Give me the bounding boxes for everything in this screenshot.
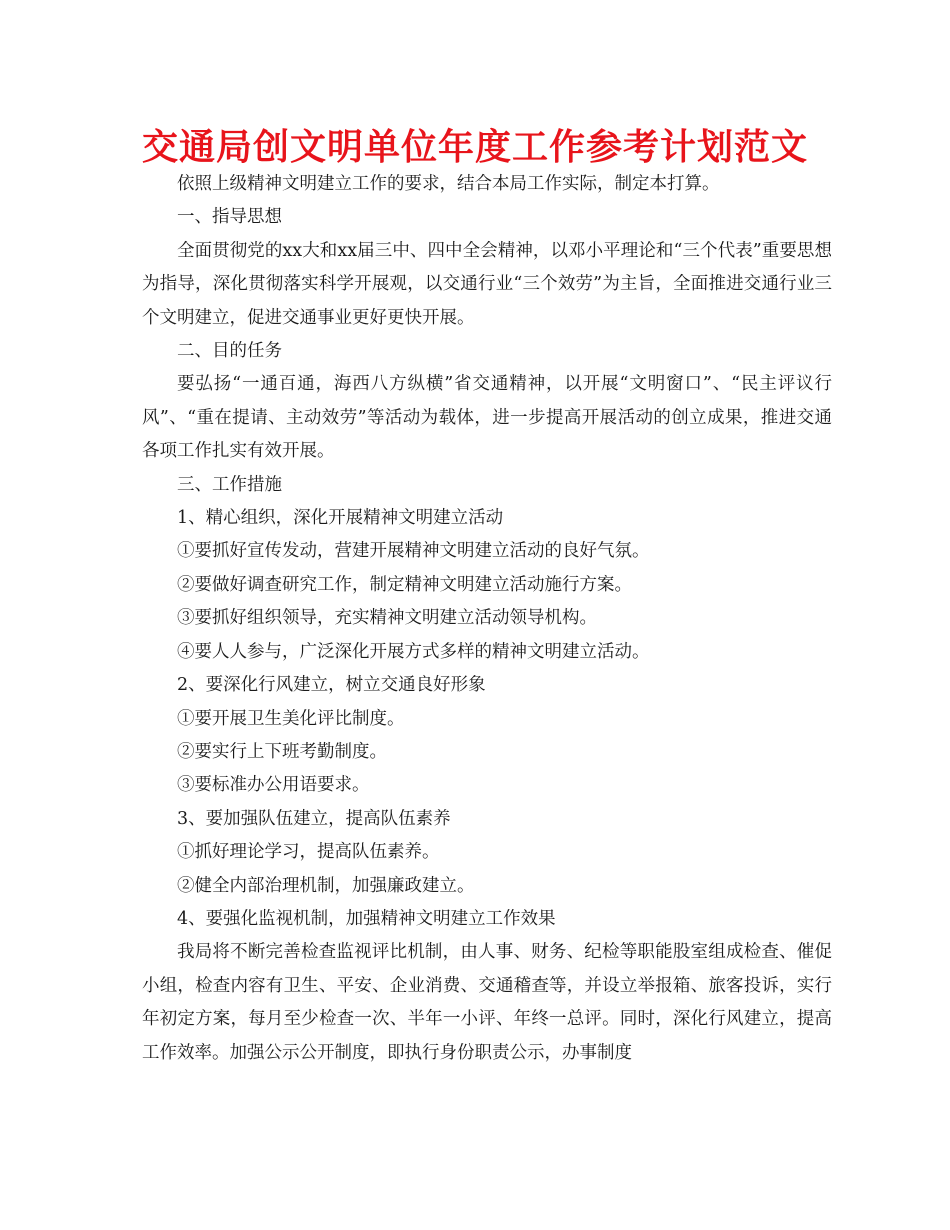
paragraph-goals: 要弘扬“一通百通，海西八方纵横”省交通精神，以开展“文明窗口”、“民主评议行风”、“重在提请、主动效劳”等活动为载体，进一步提高开展活动的创立成果，推进交通各项工作扎实有效开展。 <box>142 374 832 462</box>
document-body <box>142 168 832 1070</box>
heading-measures: 三、工作措施 <box>177 474 282 495</box>
subheading-measure-1: 1、精心组织，深化开展精神文明建立活动 <box>177 508 504 529</box>
list-item: ①要开展卫生美化评比制度。 <box>177 708 405 729</box>
list-item: ②要做好调查研究工作，制定精神文明建立活动施行方案。 <box>177 574 632 595</box>
list-item: ③要标准办公用语要求。 <box>177 775 370 796</box>
list-item: ②要实行上下班考勤制度。 <box>177 741 387 762</box>
paragraph-intro: 依照上级精神文明建立工作的要求，结合本局工作实际，制定本打算。 <box>177 174 720 194</box>
paragraph-guiding-thought: 全面贯彻党的xx大和xx届三中、四中全会精神，以邓小平理论和“三个代表”重要思想为指导，深化贯彻落实科学开展观，以交通行业“三个效劳”为主旨，全面推进交通行业三个文明建立，促进交通事业更好更快开展。 <box>142 240 832 328</box>
subheading-measure-3: 3、要加强队伍建立，提高队伍素养 <box>177 808 451 829</box>
list-item: ④要人人参与，广泛深化开展方式多样的精神文明建立活动。 <box>177 641 650 662</box>
list-item: ①要抓好宣传发动，营建开展精神文明建立活动的良好气氛。 <box>177 541 650 562</box>
paragraph-supervision: 我局将不断完善检查监视评比机制，由人事、财务、纪检等职能股室组成检查、催促小组，检查内容有卫生、平安、企业消费、交通稽查等，并设立举报箱、旅客投诉，实行年初定方案，每月至少检查一次、半年一小评、年终一总评。同时，深化行风建立，提高工作效率。加强公示公开制度，即执行身份职责公示，办事制度 <box>142 942 832 1063</box>
document-title: 交通局创文明单位年度工作参考计划范文 <box>141 127 808 168</box>
list-item: ②健全内部治理机制，加强廉政建立。 <box>177 875 475 896</box>
subheading-measure-4: 4、要强化监视机制，加强精神文明建立工作效果 <box>177 908 556 929</box>
list-item: ③要抓好组织领导，充实精神文明建立活动领导机构。 <box>177 608 597 629</box>
heading-guiding-thought: 一、指导思想 <box>177 207 282 228</box>
subheading-measure-2: 2、要深化行风建立，树立交通良好形象 <box>177 675 486 696</box>
heading-goals: 二、目的任务 <box>177 341 282 362</box>
list-item: ①抓好理论学习，提高队伍素养。 <box>177 842 440 863</box>
